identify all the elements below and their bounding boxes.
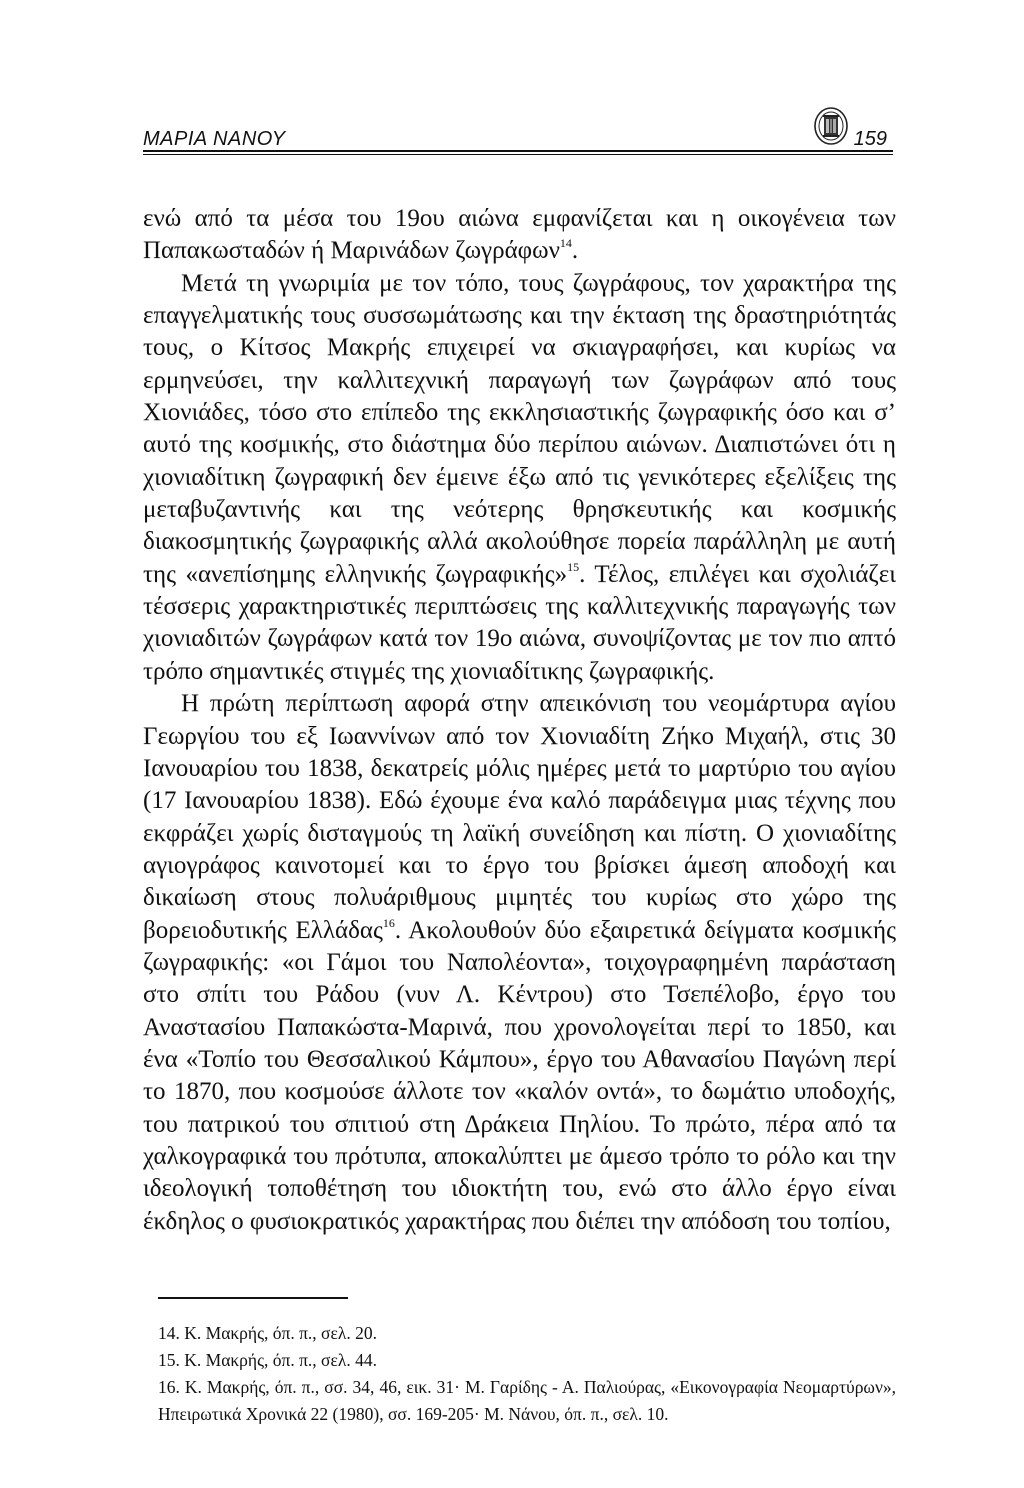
footnote-reference: 16 xyxy=(382,915,395,930)
header-rule xyxy=(143,150,893,152)
footnote-rule xyxy=(158,1297,348,1299)
paragraph xyxy=(143,268,896,688)
running-head-author: ΜΑΡΙΑ ΝΑΝΟΥ xyxy=(143,128,286,150)
paragraph xyxy=(143,203,896,268)
header-rule-thin xyxy=(143,154,893,155)
footnote-reference: 14 xyxy=(559,236,572,251)
paragraph-text: Η πρώτη περίπτωση αφορά στην απεικόνιση του νεομάρτυρα αγίου Γεωργίου του εξ Ιωαννίνων από τον Χιονιαδίτη Ζήκο Μιχαήλ, στις 30 Ιανουαρίου του 1838, δεκατρείς μόλις ημέρες μετά το μαρτύριο του αγίου (17 Ιανουαρίου 1838). Εδώ έχουμε ένα καλό παράδειγμα μιας τέχνης που εκφράζει χωρίς δισταγμούς τη λαϊκή συνείδηση και πίστη. Ο χιονιαδίτης αγιογράφος καινοτομεί και το έργο του βρίσκει άμεση αποδοχή και δικαίωση στους πολυάριθμους μιμητές του κυρίως στο χώρο της βορειοδυτικής Ελλάδας xyxy=(143,690,896,944)
paragraph-text: ενώ από τα μέσα του 19ου αιώνα εμφανίζεται και η οικογένεια των Παπακωσταδών ή Μαρινάδων ζωγράφων xyxy=(143,205,896,265)
body-text xyxy=(143,203,896,1238)
paragraph-text: Μετά τη γνωριμία με τον τόπο, τους ζωγράφους, τον χαρακτήρα της επαγγελματικής τους συσσωμάτωσης και την έκταση της δραστηριότητάς τους, ο Κίτσος Μακρής επιχειρεί να σκιαγραφήσει, και κυρίως να ερμηνεύσει, την καλλιτεχνική παραγωγή των ζωγράφων από τους Χιονιάδες, τόσο στο επίπεδο της εκκλησιαστικής ζωγραφικής όσο και σ’ αυτό της κοσμικής, στο διάστημα δύο περίπου αιώνων. Διαπιστώνει ότι η χιονιαδίτικη ζωγραφική δεν έμεινε έξω από τις γενικότερες εξελίξεις της μεταβυζαντινής και της νεότερης θρησκευτικής και κοσμικής διακοσμητικής ζωγραφικής αλλά ακολούθησε πορεία παράλληλη με αυτή της «ανεπίσημης ελληνικής ζωγραφικής» xyxy=(143,269,896,588)
footnote-reference: 15 xyxy=(567,559,580,574)
footnote: 15. Κ. Μακρής, όπ. π., σελ. 44. xyxy=(158,1350,377,1370)
footnote: 16. Κ. Μακρής, όπ. π., σσ. 34, 46, εικ. 31· Μ. Γαρίδης - Α. Παλιούρας, «Εικονογραφία Νεομαρτύρων», Ηπειρωτικά Χρονικά 22 (1980), σσ. 169-205· Μ. Νάνου, όπ. π., σελ. 10. xyxy=(158,1377,896,1424)
paragraph-text: . xyxy=(571,237,579,265)
footnotes xyxy=(158,1320,896,1428)
publisher-emblem-icon xyxy=(813,106,849,146)
running-header xyxy=(143,118,893,154)
page-number: 159 xyxy=(853,128,887,150)
footnote: 14. Κ. Μακρής, όπ. π., σελ. 20. xyxy=(158,1323,377,1343)
paragraph-text: . Ακολουθούν δύο εξαιρετικά δείγματα κοσμικής ζωγραφικής: «οι Γάμοι του Ναπολέοντα», τοιχογραφημένη παράσταση στο σπίτι του Ράδου (νυν Λ. Κέντρου) στο Τσεπέλοβο, έργο του Αναστασίου Παπακώστα-Μαρινά, που χρονολογείται περί το 1850, και ένα «Τοπίο του Θεσσαλικού Κάμπου», έργο του Αθανασίου Παγώνη περί το 1870, που κοσμούσε άλλοτε τον «καλόν οντά», το δωμάτιο υποδοχής, του πατρικού του σπιτιού στη Δράκεια Πηλίου. Το πρώτο, πέρα από τα χαλκογραφικά του πρότυπα, αποκαλύπτει με άμεσο τρόπο το ρόλο και την ιδεολογική τοποθέτηση του ιδιοκτήτη του, ενώ στο άλλο έργο είναι έκδηλος ο φυσιοκρατικός χαρακτήρας που διέπει την απόδοση του τοπίου, xyxy=(143,916,897,1235)
paragraph xyxy=(143,688,896,1238)
paragraph-text: . Τέλος, επιλέγει και σχολιάζει τέσσερις χαρακτηριστικές περιπτώσεις της καλλιτεχνικής παραγωγής των χιονιαδιτών ζωγράφων κατά τον 19ο αιώνα, συνοψίζοντας με τον πιο απτό τρόπο σημαντικές στιγμές της χιονιαδίτικης ζωγραφικής. xyxy=(143,560,896,685)
